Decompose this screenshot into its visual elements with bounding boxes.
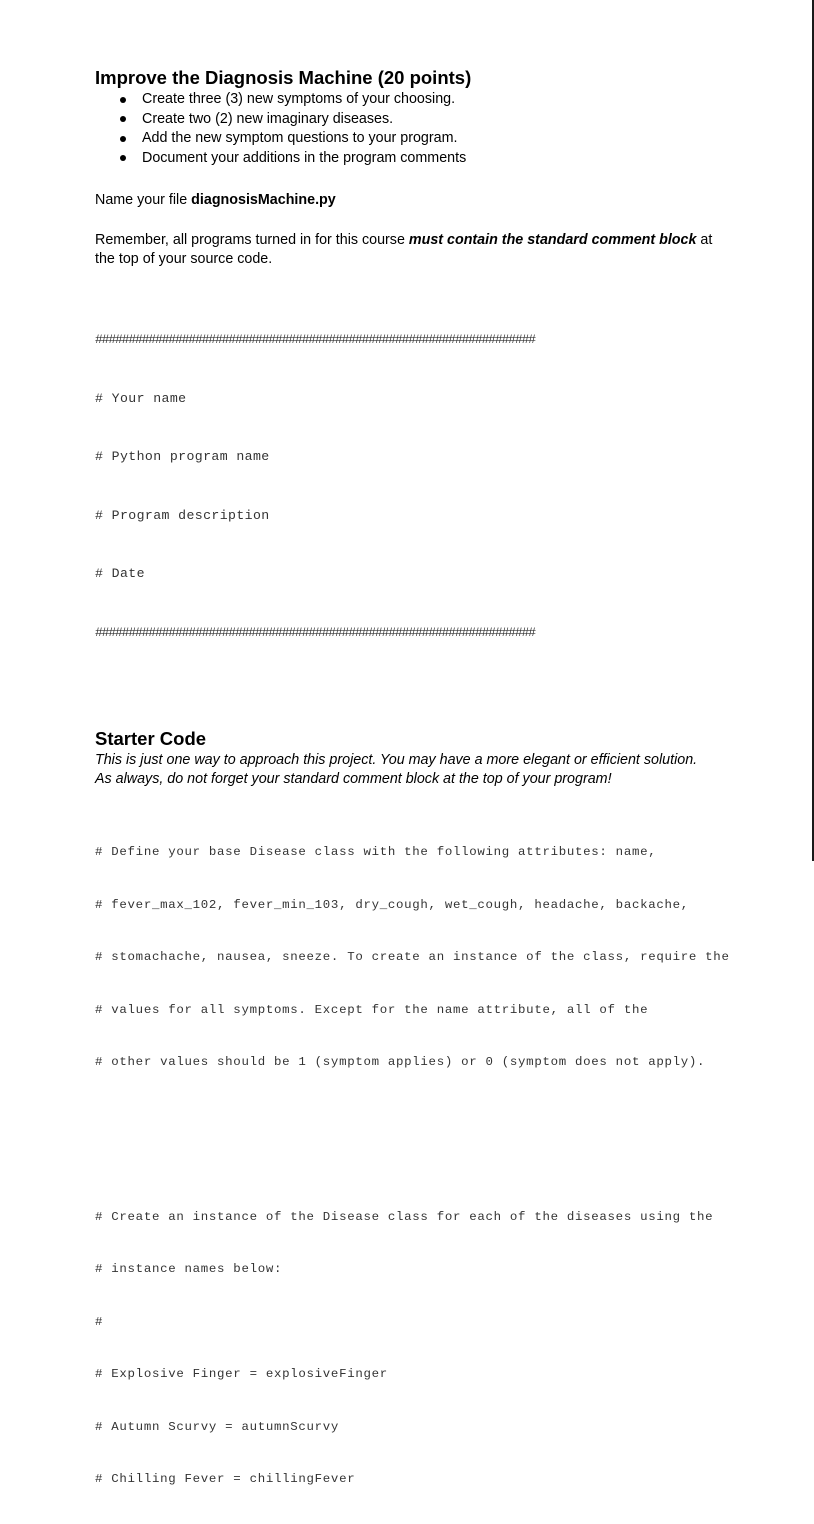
starter-code-title: Starter Code: [95, 728, 207, 749]
hash-line-bottom: ##################################################################: [95, 624, 535, 640]
code-line: # Autumn Scurvy = autumnScurvy: [95, 1419, 340, 1434]
filename: diagnosisMachine.py: [191, 192, 336, 208]
code-line: # stomachache, nausea, sneeze. To create an instance of the class, require the: [95, 950, 730, 964]
code-block-instances: [95, 1174, 735, 1524]
comment-line: # Python program name: [95, 449, 270, 464]
comment-block-template: [95, 291, 735, 681]
list-item: Document your additions in the program comments: [95, 149, 735, 169]
list-item: Create three (3) new symptoms of your choosing.: [95, 90, 735, 110]
code-line: #: [95, 1314, 104, 1329]
section-heading: Improve the Diagnosis Machine (20 points): [95, 67, 472, 88]
comment-line: # Your name: [95, 390, 187, 406]
remember-emphasis: must contain the standard comment block: [408, 232, 697, 248]
code-line: # Create an instance of the Disease class for each of the diseases using the: [95, 1209, 714, 1224]
code-line: # fever_max_102, fever_min_103, dry_cough, wet_cough, headache, backache,: [95, 897, 689, 912]
code-line: # values for all symptoms. Except for the name attribute, all of the: [95, 1002, 649, 1017]
list-item: Create two (2) new imaginary diseases.: [95, 110, 735, 130]
hash-line-top: ##################################################################: [95, 332, 535, 347]
filename-instruction: Name your file diagnosisMachine.py: [95, 192, 336, 208]
code-line: # Explosive Finger = explosiveFinger: [95, 1367, 388, 1381]
comment-line: # Program description: [95, 507, 270, 523]
remember-note: Remember, all programs turned in for this course must contain the standard comment block at the top of your source code.: [95, 232, 713, 267]
starter-intro-line: As always, do not forget your standard comment block at the top of your program!: [95, 771, 612, 787]
list-item: Add the new symptom questions to your program.: [95, 129, 735, 149]
code-block-disease-class: [95, 809, 735, 1107]
comment-line: # Date: [95, 566, 145, 581]
bullet-icon: [120, 136, 126, 142]
code-line: # other values should be 1 (symptom applies) or 0 (symptom does not apply).: [95, 1055, 706, 1069]
code-line: # instance names below:: [95, 1262, 283, 1276]
requirements-list: [95, 90, 735, 168]
bullet-icon: [120, 155, 126, 161]
starter-intro-line: This is just one way to approach this project. You may have a more elegant or efficient solution.: [95, 752, 698, 768]
code-line: # Chilling Fever = chillingFever: [95, 1472, 356, 1486]
bullet-icon: [120, 116, 126, 122]
bullet-icon: [120, 97, 126, 103]
document-content: [95, 66, 735, 1524]
code-line: # Define your base Disease class with the following attributes: name,: [95, 845, 657, 859]
